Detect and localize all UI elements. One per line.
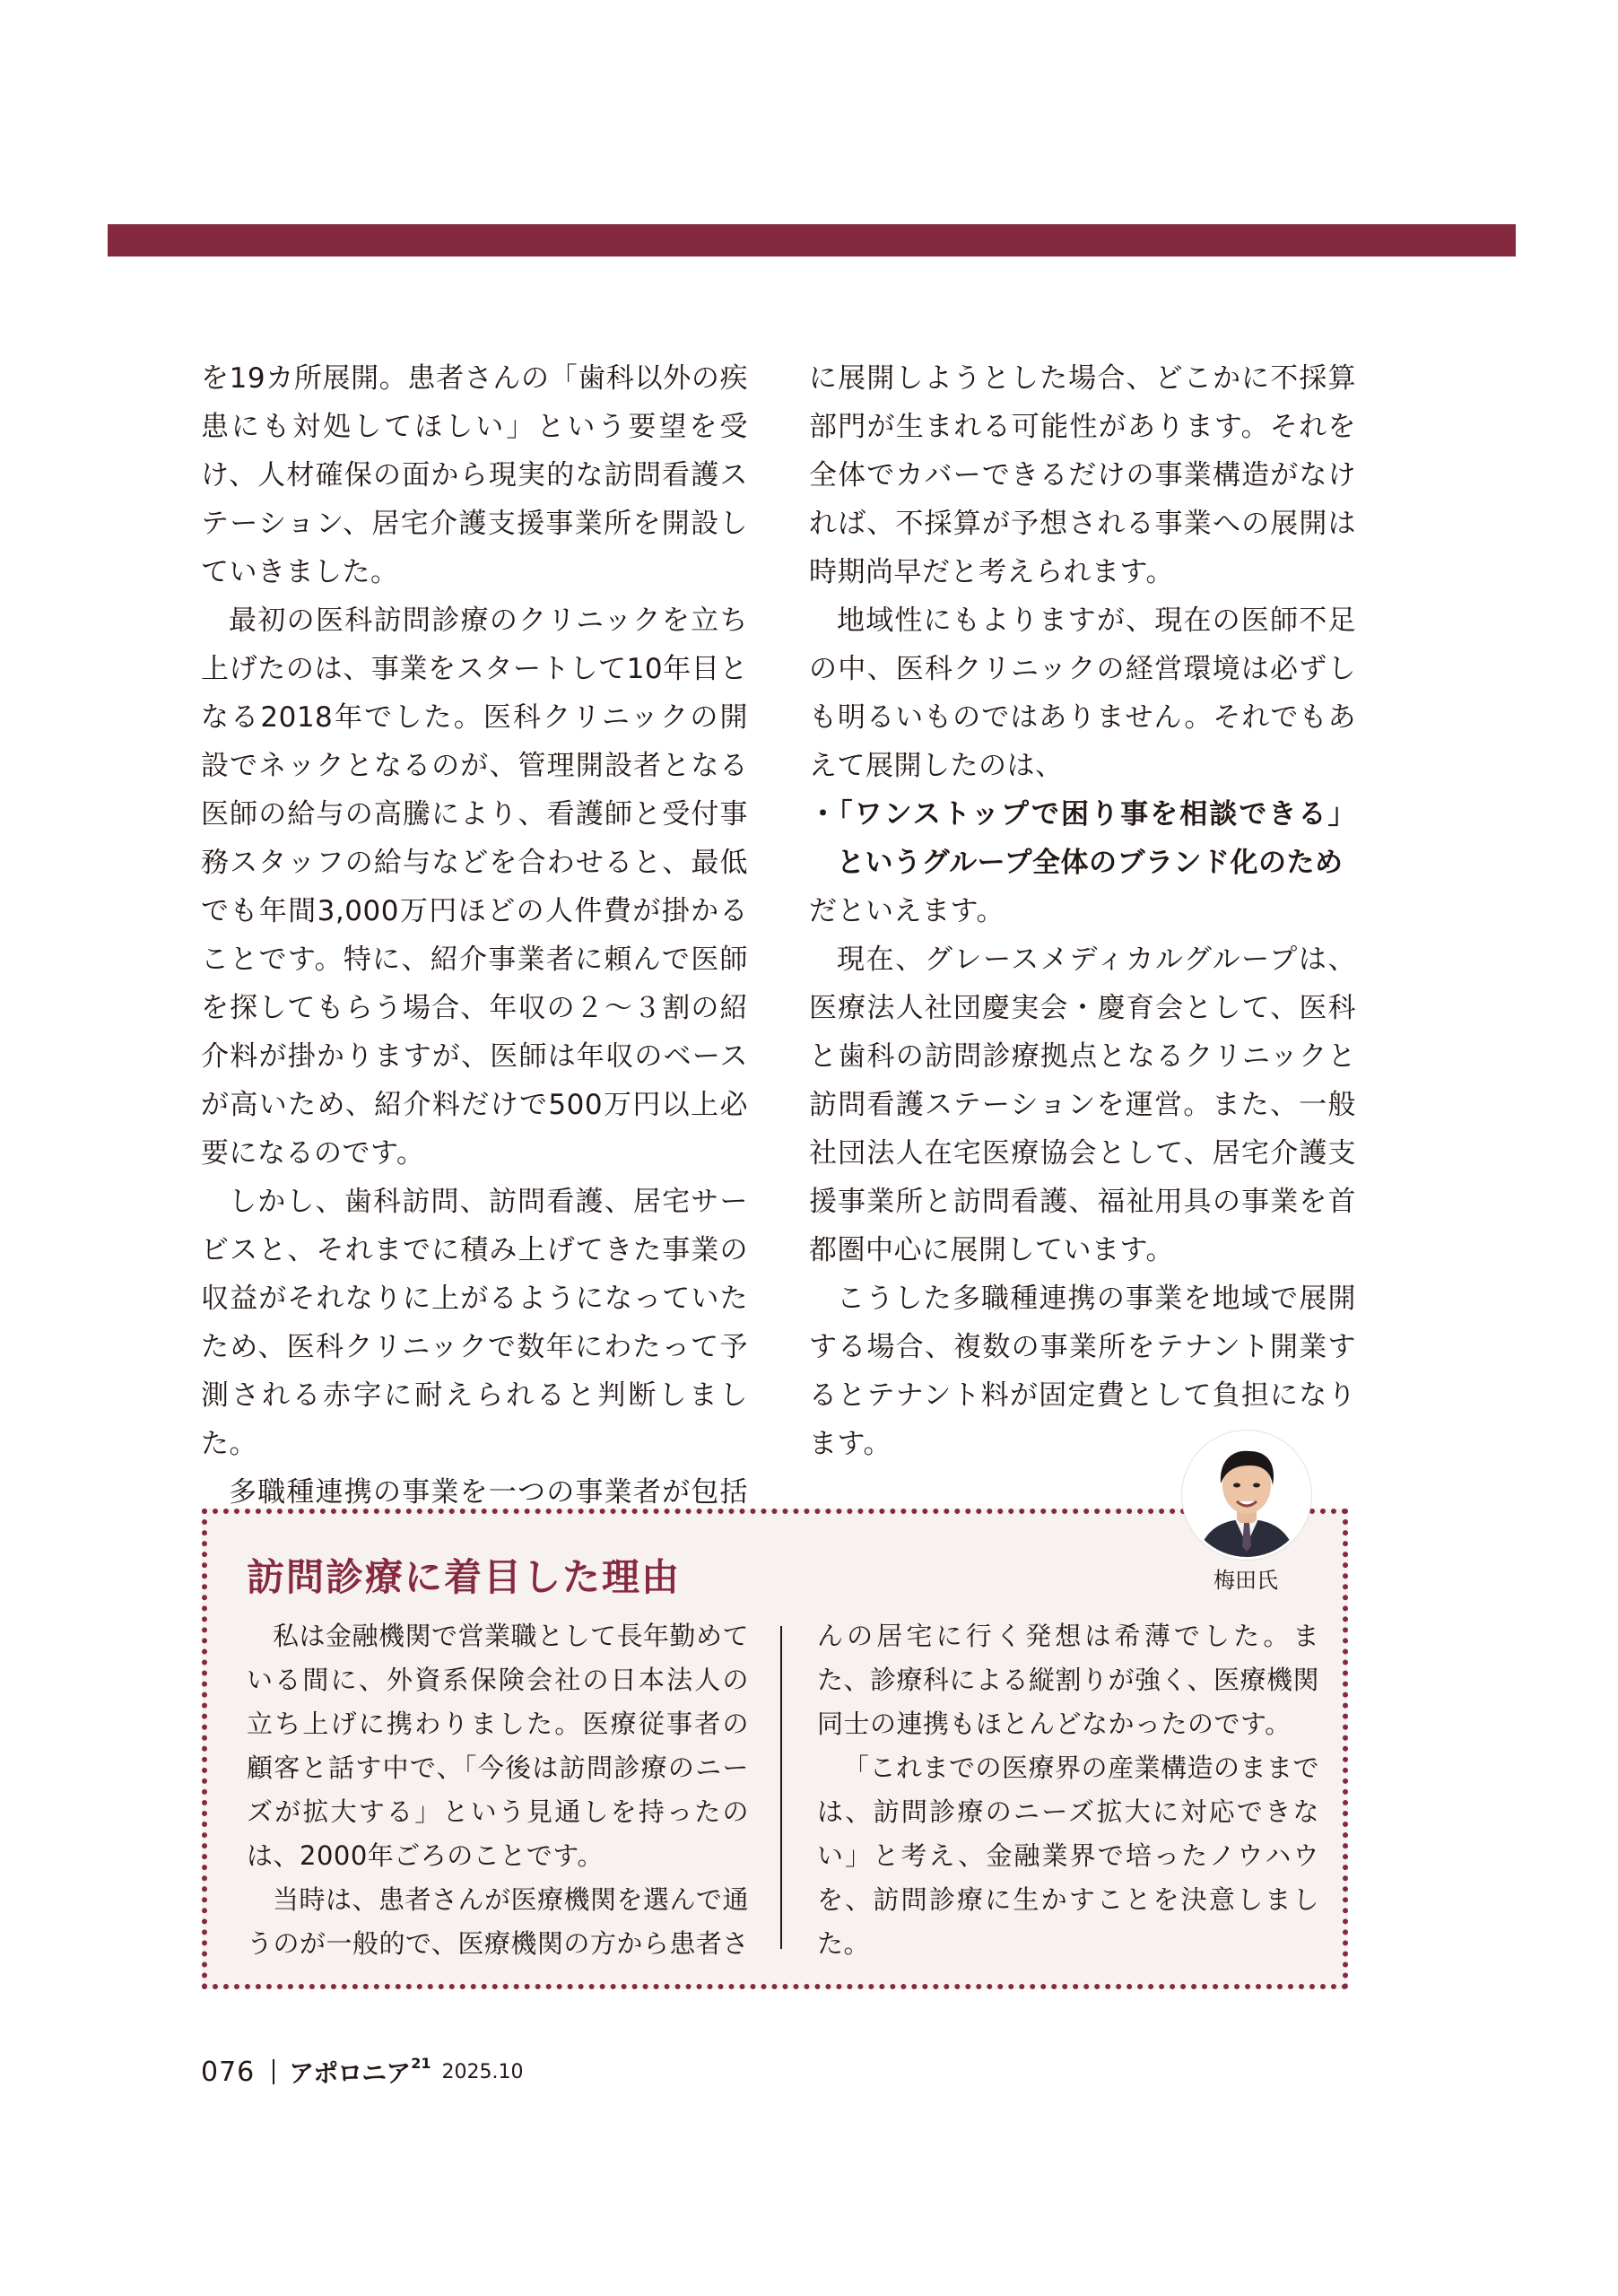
body-column-right xyxy=(809,354,1356,1468)
page-footer xyxy=(201,2054,524,2090)
body-column-left xyxy=(201,354,748,1565)
bullet-point: ・「ワンストップで困り事を相談できる」というグループ全体のブランド化のため xyxy=(809,798,1356,879)
magazine-logo-suffix: 21 xyxy=(411,2054,431,2072)
magazine-logo: アポロニア xyxy=(289,2058,411,2088)
portrait-caption: 梅田氏 xyxy=(1214,1568,1278,1593)
column-divider xyxy=(780,1626,782,1949)
sidebar-box xyxy=(202,1509,1348,1989)
body-paragraph: を19カ所展開。患者さんの「歯科以外の疾患にも対処してほしい」という要望を受け、人材確保の面から現実的な訪問看護ステーション、居宅介護支援事業所を開設していきました。 xyxy=(201,362,748,588)
sidebar-paragraph: 当時は、患者さんが医療機関を選んで通うのが一般的で、医療機関の方から患者さ xyxy=(247,1884,750,1959)
body-paragraph: に展開しようとした場合、どこかに不採算部門が生まれる可能性があります。それを全体でカバーできるだけの事業構造がなければ、不採算が予想される事業への展開は時期尚早だと考えられます。 xyxy=(809,362,1356,588)
sidebar-column-left xyxy=(247,1614,749,1966)
body-paragraph: 最初の医科訪問診療のクリニックを立ち上げたのは、事業をスタートして10年目となる2018年でした。医科クリニックの開設でネックとなるのが、管理開設者となる医師の給与の高騰により、看護師と受付事務スタッフの給与などを合わせると、最低でも年間3,000万円ほどの人件費が掛かることです。特に、紹介事業者に頼んで医師を探してもらう場合、年収の２～３割の紹介料が掛かりますが、医師は年収のベースが高いため、紹介料だけで500万円以上必要になるのです。 xyxy=(201,604,748,1170)
body-paragraph: だといえます。 xyxy=(809,895,1005,927)
person-portrait-icon xyxy=(1185,1433,1309,1557)
sidebar-title: 訪問診療に着目した理由 xyxy=(247,1555,682,1599)
portrait-photo xyxy=(1182,1431,1311,1560)
sidebar-paragraph: んの居宅に行く発想は希薄でした。また、診療科による縦割りが強く、医療機関同士の連携もほとんどなかったのです。 xyxy=(817,1621,1319,1739)
page-number: 076 xyxy=(201,2056,256,2088)
body-paragraph: 多職種連携の事業を一つの事業者が包括 xyxy=(229,1476,748,1509)
issue-date: 2025.10 xyxy=(441,2060,524,2083)
body-paragraph: こうした多職種連携の事業を地域で展開する場合、複数の事業所をテナント開業するとテナント料が固定費として負担になります。 xyxy=(809,1283,1356,1460)
body-paragraph: しかし、歯科訪問、訪問看護、居宅サービスと、それまでに積み上げてきた事業の収益がそれなりに上がるようになっていたため、医科クリニックで数年にわたって予測される赤字に耐えられると判断しました。 xyxy=(201,1186,748,1460)
sidebar-paragraph: 「これまでの医療界の産業構造のままでは、訪問診療のニーズ拡大に対応できない」と考え、金融業界で培ったノウハウを、訪問診療に生かすことを決意しました。 xyxy=(817,1752,1320,1959)
sidebar-paragraph: 私は金融機関で営業職として長年勤めている間に、外資系保険会社の日本法人の立ち上げに携わりました。医療従事者の顧客と話す中で、「今後は訪問診療のニーズが拡大する」という見通しを持ったのは、2000年ごろのことです。 xyxy=(247,1621,750,1871)
body-paragraph: 現在、グレースメディカルグループは、医療法人社団慶実会・慶育会として、医科と歯科の訪問診療拠点となるクリニックと訪問看護ステーションを運営。また、一般社団法人在宅医療協会として、居宅介護支援事業所と訪問看護、福祉用具の事業を首都圏中心に展開しています。 xyxy=(809,944,1356,1266)
footer-divider xyxy=(273,2059,274,2084)
header-color-bar xyxy=(108,224,1516,257)
sidebar-column-right xyxy=(817,1614,1319,1966)
body-paragraph: 地域性にもよりますが、現在の医師不足の中、医科クリニックの経営環境は必ずしも明るいものではありません。それでもあえて展開したのは、 xyxy=(809,604,1356,782)
